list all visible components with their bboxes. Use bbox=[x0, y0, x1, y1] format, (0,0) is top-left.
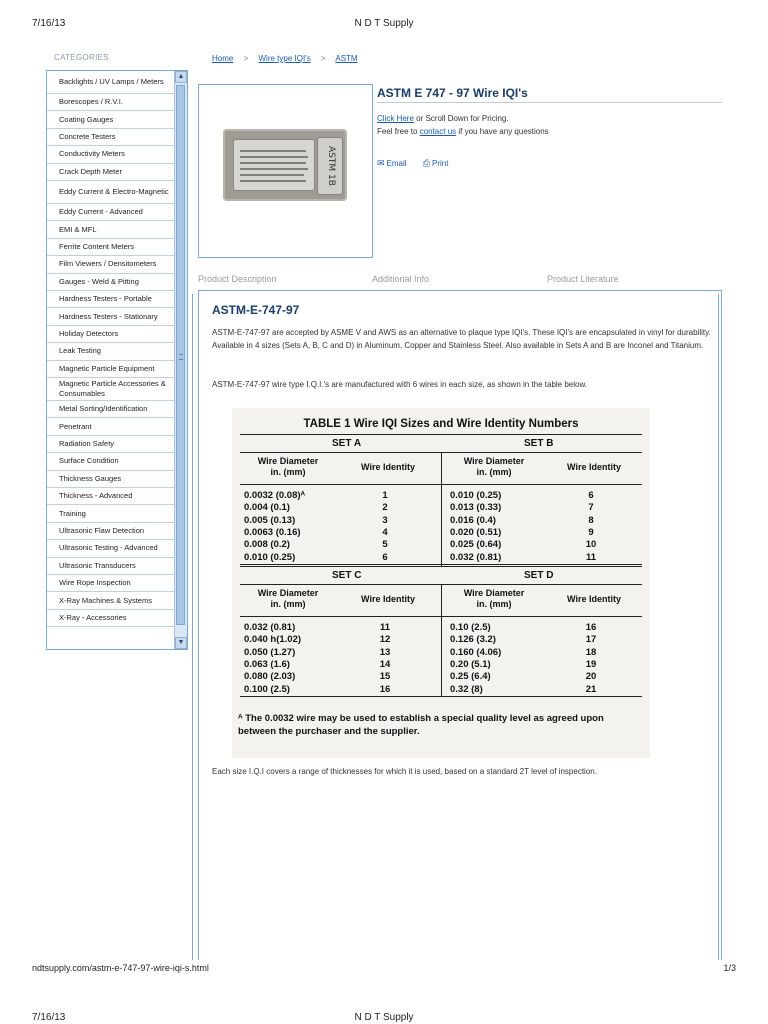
column-header-diameter: Wire Diameter in. (mm) bbox=[463, 588, 525, 609]
panel-outer-right-border bbox=[718, 294, 719, 960]
chevron-down-icon[interactable]: ▼ bbox=[175, 637, 187, 649]
table-cell-identity: 1 bbox=[382, 490, 388, 501]
table-cell-identity: 2 bbox=[382, 502, 388, 514]
table-footnote: ᴬ The 0.0032 wire may be used to establish a special quality level as agreed upon between the purchaser and the supplier. bbox=[238, 713, 604, 737]
sidebar-category-item[interactable]: Coating Gauges bbox=[47, 111, 175, 128]
table-cell-identity: 8 bbox=[588, 514, 594, 526]
table-rule bbox=[240, 434, 642, 435]
sidebar-category-item[interactable]: Leak Testing bbox=[47, 343, 175, 360]
printer-icon: ⎙ bbox=[422, 158, 430, 168]
tab-product-description[interactable]: Product Description bbox=[198, 274, 277, 284]
sidebar-category-item[interactable]: Magnetic Particle Accessories & Consumables bbox=[47, 378, 175, 401]
column-header-identity: Wire Identity bbox=[361, 462, 415, 472]
envelope-icon: ✉ bbox=[377, 158, 385, 168]
sidebar-category-item[interactable]: X-Ray - Accessories bbox=[47, 610, 175, 627]
sidebar-category-item[interactable]: Eddy Current & Electro-Magnetic bbox=[47, 181, 175, 204]
table-cell-diameter: 0.004 (0.1) bbox=[244, 502, 290, 514]
table-cell-diameter: 0.0063 (0.16) bbox=[244, 526, 301, 538]
sidebar-category-item[interactable]: Ferrite Content Meters bbox=[47, 239, 175, 256]
sidebar-category-item[interactable]: X-Ray Machines & Systems bbox=[47, 592, 175, 609]
table-cell-diameter: 0.032 (0.81) bbox=[450, 551, 502, 563]
table-cell-diameter: 0.100 (2.5) bbox=[244, 683, 290, 695]
print-footer bbox=[32, 963, 736, 977]
sidebar-category-item[interactable]: Film Viewers / Densitometers bbox=[47, 256, 175, 273]
table-cell-identity: 12 bbox=[379, 634, 391, 646]
sidebar-category-item[interactable]: Crack Depth Meter bbox=[47, 164, 175, 181]
breadcrumb-wire-type-iqis[interactable]: Wire type IQI's bbox=[258, 54, 311, 63]
column-header-identity: Wire Identity bbox=[361, 594, 415, 604]
categories-heading: CATEGORIES bbox=[54, 53, 109, 62]
breadcrumb-separator: > bbox=[243, 54, 249, 63]
table-cell-diameter: 0.025 (0.64) bbox=[450, 539, 502, 551]
table-cell-identity: 16 bbox=[585, 622, 597, 633]
column-header-diameter: Wire Diameter in. (mm) bbox=[257, 456, 319, 477]
table-cell-diameter: 0.0032 (0.08)ᴬ bbox=[244, 490, 306, 501]
table-title: TABLE 1 Wire IQI Sizes and Wire Identity Numbers bbox=[303, 418, 579, 430]
scrollbar-thumb[interactable] bbox=[176, 85, 185, 625]
column-header-identity: Wire Identity bbox=[567, 594, 621, 604]
table-cell-diameter: 0.013 (0.33) bbox=[450, 502, 502, 514]
contact-line bbox=[377, 127, 549, 136]
pricing-link[interactable]: Click Here bbox=[377, 114, 414, 123]
print-date: 7/16/13 bbox=[32, 18, 66, 29]
table-cell-identity: 10 bbox=[585, 539, 597, 551]
description-paragraph: ASTM-E-747-97 wire type I.Q.I.'s are manufactured with 6 wires in each size, as shown in the table below. bbox=[212, 380, 588, 389]
grip-icon bbox=[179, 354, 183, 360]
table-cell-diameter: 0.063 (1.6) bbox=[244, 658, 290, 670]
iqi-wire bbox=[240, 162, 306, 164]
table-cell-identity: 4 bbox=[382, 526, 388, 538]
table-cell-identity: 14 bbox=[379, 658, 391, 670]
breadcrumb-separator: > bbox=[320, 54, 326, 63]
sidebar-category-item[interactable]: Thickness - Advanced bbox=[47, 488, 175, 505]
table-divider bbox=[441, 584, 442, 696]
table-cell-diameter: 0.040 h(1.02) bbox=[244, 634, 302, 646]
iqi-id-label: ASTM 1B bbox=[317, 137, 343, 195]
print-page-number: 1/3 bbox=[723, 963, 736, 973]
table-cell-identity: 3 bbox=[382, 514, 388, 526]
table-rule bbox=[240, 564, 642, 565]
sidebar-category-item[interactable]: Penetrant bbox=[47, 418, 175, 435]
pricing-text: or Scroll Down for Pricing. bbox=[413, 114, 509, 123]
sidebar-category-item[interactable]: Magnetic Particle Equipment bbox=[47, 361, 175, 378]
table-cell-identity: 20 bbox=[585, 671, 597, 683]
print-button[interactable] bbox=[423, 159, 449, 168]
table-cell-diameter: 0.126 (3.2) bbox=[450, 634, 496, 646]
sidebar-category-item[interactable]: Radiation Safety bbox=[47, 436, 175, 453]
sidebar-category-item[interactable]: Holiday Detectors bbox=[47, 326, 175, 343]
table-cell-identity: 11 bbox=[379, 622, 391, 633]
breadcrumb-home[interactable]: Home bbox=[212, 54, 234, 63]
table-cell-diameter: 0.20 (5.1) bbox=[450, 658, 491, 670]
contact-prefix: Feel free to bbox=[377, 127, 420, 136]
table-cell-identity: 15 bbox=[379, 671, 391, 683]
print-header bbox=[32, 18, 736, 32]
sidebar-category-item[interactable]: Metal Sorting/Identification bbox=[47, 401, 175, 418]
iqi-wire bbox=[240, 150, 306, 152]
sidebar-category-item[interactable]: Borescopes / R.V.I. bbox=[47, 94, 175, 111]
iqi-wire bbox=[240, 156, 308, 158]
sidebar-category-item[interactable]: Wire Rope Inspection bbox=[47, 575, 175, 592]
table-cell-diameter: 0.32 (8) bbox=[450, 683, 483, 695]
print-header-next-page bbox=[32, 1012, 736, 1024]
iqi-wire bbox=[240, 180, 306, 182]
set-label: SET B bbox=[524, 438, 554, 449]
table-cell-identity: 6 bbox=[382, 551, 388, 563]
wire-iqi-table-image bbox=[232, 408, 650, 758]
product-title: ASTM E 747 - 97 Wire IQI's bbox=[377, 86, 528, 100]
breadcrumb bbox=[212, 54, 358, 63]
table-cell-identity: 9 bbox=[588, 526, 594, 538]
table-cell-diameter: 0.008 (0.2) bbox=[244, 539, 290, 551]
set-label: SET D bbox=[524, 570, 554, 581]
panel-outer-left-border bbox=[192, 294, 193, 960]
print-url: ndtsupply.com/astm-e-747-97-wire-iqi-s.html bbox=[32, 963, 209, 973]
table-cell-diameter: 0.25 (6.4) bbox=[450, 671, 491, 683]
description-paragraph: ASTM-E-747-97 are accepted by ASME V and AWS as an alternative to plaque type IQI's. These IQI's are encapsulated in vinyl for durability. Available in 4 sizes (Sets A, B, C and D) in Aluminum, Copper and Stainless Steel. Also available in Sets A and B are Inconel and Titanium. bbox=[212, 328, 711, 350]
table-cell-diameter: 0.10 (2.5) bbox=[450, 622, 491, 633]
table-cell-diameter: 0.032 (0.81) bbox=[244, 622, 296, 633]
iqi-wire bbox=[240, 174, 304, 176]
sidebar-category-item[interactable]: Eddy Current - Advanced bbox=[47, 204, 175, 221]
sidebar-category-item[interactable]: Backlights / UV Lamps / Meters bbox=[47, 71, 175, 94]
sidebar-category-item[interactable]: Thickness Gauges bbox=[47, 471, 175, 488]
sidebar-category-item[interactable]: Hardness Testers - Stationary bbox=[47, 308, 175, 325]
table-cell-identity: 19 bbox=[585, 658, 597, 670]
product-image-frame[interactable] bbox=[198, 84, 373, 258]
description-title: ASTM-E-747-97 bbox=[212, 303, 300, 317]
sidebar-scrollbar[interactable] bbox=[174, 71, 187, 649]
sidebar-category-item[interactable]: Hardness Testers - Portable bbox=[47, 291, 175, 308]
sidebar-category-item[interactable]: Surface Condition bbox=[47, 453, 175, 470]
description-paragraph: Each size I.Q.I covers a range of thicknesses for which it is used, based on a standard 2T level of inspection. bbox=[212, 767, 597, 776]
iqi-wire bbox=[240, 168, 308, 170]
print-label: Print bbox=[432, 159, 449, 168]
table-cell-diameter: 0.080 (2.03) bbox=[244, 671, 296, 683]
categories-sidebar bbox=[46, 70, 188, 650]
pricing-line bbox=[377, 114, 509, 123]
print-site-title: N D T Supply bbox=[354, 1012, 414, 1023]
sidebar-category-item[interactable]: Concrete Testers bbox=[47, 129, 175, 146]
breadcrumb-astm[interactable]: ASTM bbox=[335, 54, 358, 63]
sidebar-category-item[interactable]: Gauges - Weld & Pitting bbox=[47, 274, 175, 291]
table-cell-identity: 21 bbox=[585, 683, 597, 695]
email-label: Email bbox=[386, 159, 407, 168]
sidebar-category-item[interactable]: EMI & MFL bbox=[47, 221, 175, 238]
table-cell-identity: 16 bbox=[379, 683, 391, 695]
table-cell-identity: 13 bbox=[379, 646, 391, 658]
table-cell-diameter: 0.010 (0.25) bbox=[244, 551, 296, 563]
table-rule bbox=[240, 696, 642, 697]
table-cell-diameter: 0.020 (0.51) bbox=[450, 526, 502, 538]
sidebar-category-item[interactable]: Training bbox=[47, 505, 175, 522]
set-label: SET A bbox=[332, 438, 362, 449]
table-cell-diameter: 0.010 (0.25) bbox=[450, 490, 502, 501]
product-tabs bbox=[198, 274, 722, 288]
table-cell-identity: 17 bbox=[585, 634, 597, 646]
table-cell-identity: 18 bbox=[585, 646, 597, 658]
table-divider bbox=[441, 452, 442, 566]
product-image bbox=[223, 129, 347, 201]
tab-additional-info[interactable]: Additional Info bbox=[372, 274, 430, 284]
email-button[interactable] bbox=[377, 159, 407, 168]
contact-suffix: if you have any questions bbox=[456, 127, 549, 136]
table-cell-identity: 5 bbox=[382, 539, 388, 551]
print-site-title: N D T Supply bbox=[354, 18, 414, 29]
table-cell-diameter: 0.016 (0.4) bbox=[450, 514, 496, 526]
tab-product-literature[interactable]: Product Literature bbox=[547, 274, 619, 284]
table-cell-identity: 11 bbox=[585, 551, 597, 563]
print-date: 7/16/13 bbox=[32, 1012, 66, 1023]
table-cell-identity: 6 bbox=[588, 490, 594, 501]
product-actions bbox=[377, 158, 462, 169]
title-divider bbox=[377, 102, 722, 103]
table-cell-identity: 7 bbox=[588, 502, 594, 514]
set-label: SET C bbox=[332, 570, 362, 581]
contact-us-link[interactable]: contact us bbox=[419, 127, 457, 136]
table-cell-diameter: 0.160 (4.06) bbox=[450, 646, 502, 658]
column-header-diameter: Wire Diameter in. (mm) bbox=[257, 588, 319, 609]
column-header-identity: Wire Identity bbox=[567, 462, 621, 472]
iqi-wire-panel bbox=[233, 139, 315, 191]
sidebar-category-item[interactable]: Ultrasonic Flaw Detection bbox=[47, 523, 175, 540]
sidebar-category-item[interactable]: Conductivity Meters bbox=[47, 146, 175, 163]
table-rule bbox=[240, 566, 642, 567]
column-header-diameter: Wire Diameter in. (mm) bbox=[463, 456, 525, 477]
table-cell-diameter: 0.005 (0.13) bbox=[244, 514, 296, 526]
table-cell-diameter: 0.050 (1.27) bbox=[244, 646, 296, 658]
chevron-up-icon[interactable]: ▲ bbox=[175, 71, 187, 83]
sidebar-category-item[interactable]: Ultrasonic Transducers bbox=[47, 558, 175, 575]
sidebar-category-item[interactable]: Ultrasonic Testing - Advanced bbox=[47, 540, 175, 557]
